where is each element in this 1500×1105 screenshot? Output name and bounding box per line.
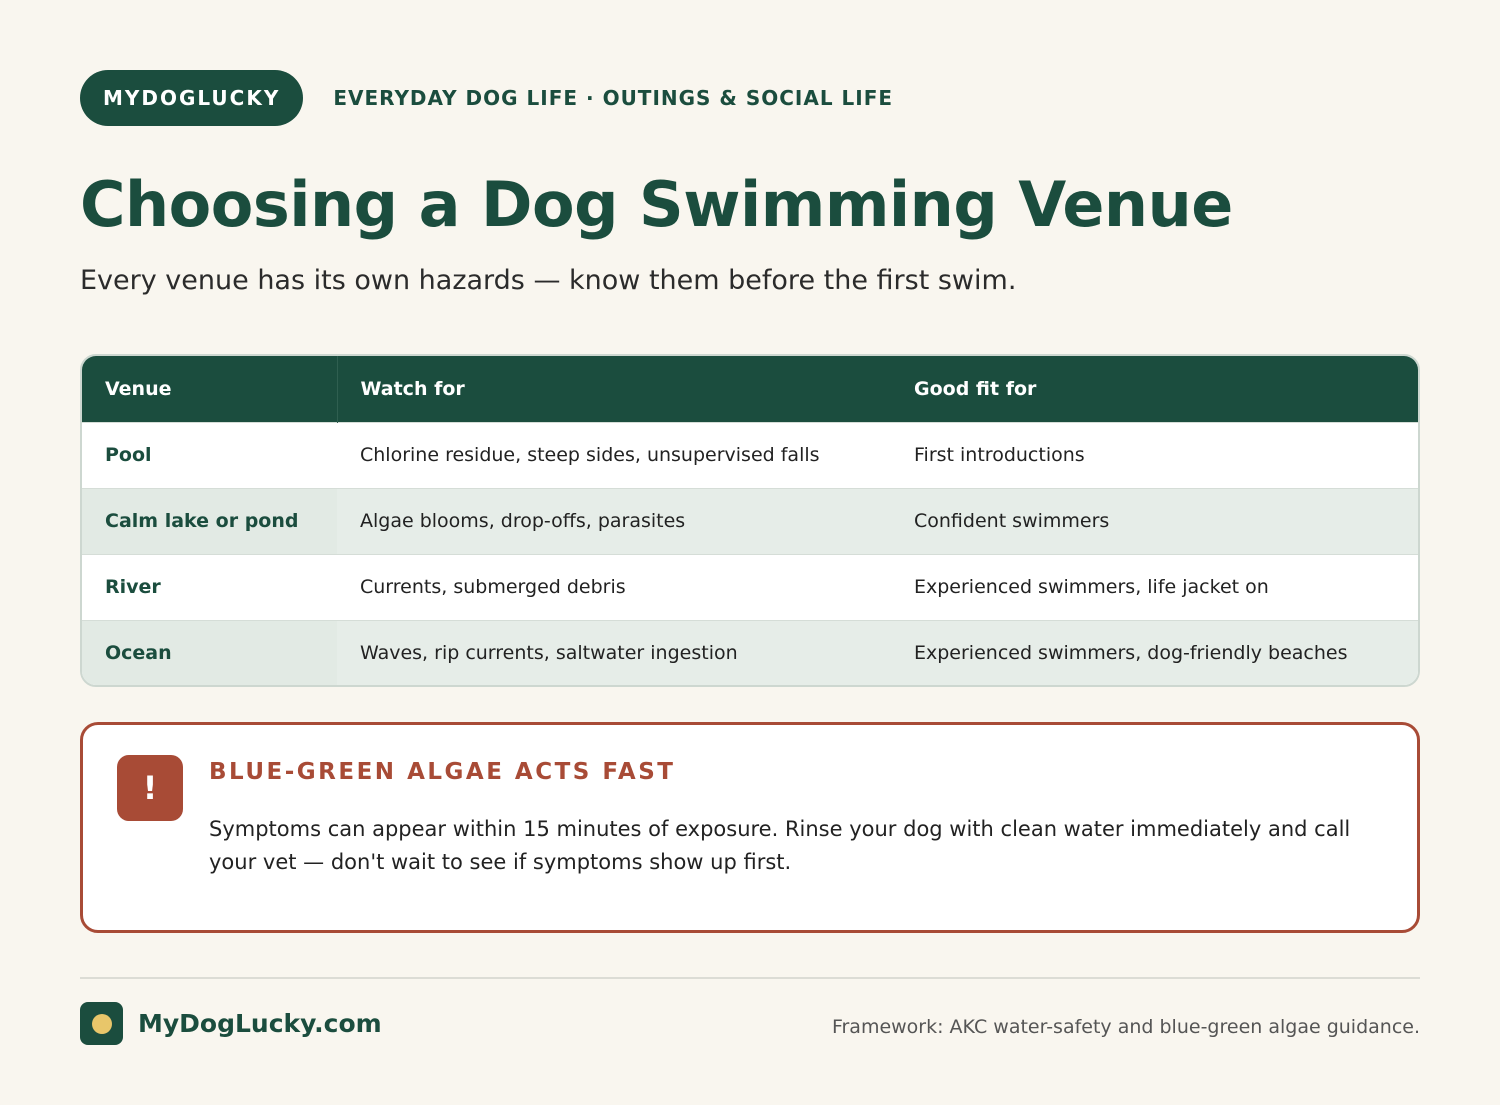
- warning-body: Symptoms can appear within 15 minutes of exposure. Rinse your dog with clean water immediately and call your vet — don't wait to see if symptoms show up first.: [209, 817, 1351, 874]
- footer-divider: [80, 977, 1420, 979]
- watch-for-cell: Chlorine residue, steep sides, unsupervised falls: [360, 444, 820, 466]
- venue-cell: Pool: [82, 422, 337, 488]
- category-label: EVERYDAY DOG LIFE · OUTINGS & SOCIAL LIFE: [333, 86, 894, 110]
- venue-cell: River: [82, 554, 337, 620]
- footer-brand: [80, 1002, 382, 1045]
- column-header-venue: Venue: [82, 356, 337, 422]
- site-name: MyDogLucky.com: [138, 1009, 382, 1038]
- good-fit-cell: First introductions: [914, 444, 1085, 466]
- table-header-row: [82, 356, 1418, 422]
- column-header-watch-for: Watch for: [360, 377, 465, 400]
- table-row: [82, 422, 1418, 488]
- watch-for-cell: Currents, submerged debris: [360, 576, 626, 598]
- watch-for-cell: Algae blooms, drop-offs, parasites: [360, 510, 686, 532]
- watch-for-cell: Waves, rip currents, saltwater ingestion: [360, 642, 738, 665]
- source-note: Framework: AKC water-safety and blue-green algae guidance.: [831, 1016, 1420, 1038]
- exclamation-icon: !: [117, 755, 183, 821]
- table-row: [82, 620, 1418, 686]
- page-title: Choosing a Dog Swimming Venue: [80, 168, 1233, 241]
- page-subtitle: Every venue has its own hazards — know them before the first swim.: [80, 265, 1017, 296]
- venue-table: [80, 354, 1420, 687]
- logo-icon: [80, 1002, 123, 1045]
- warning-title: BLUE-GREEN ALGAE ACTS FAST: [209, 759, 676, 785]
- brand-pill: MYDOGLUCKY: [80, 70, 303, 126]
- venue-cell: Ocean: [82, 620, 337, 686]
- logo-dot: [92, 1014, 112, 1034]
- venue-cell: Calm lake or pond: [82, 488, 337, 554]
- good-fit-cell: Experienced swimmers, life jacket on: [914, 576, 1269, 598]
- good-fit-cell: Confident swimmers: [914, 510, 1110, 532]
- table-row: [82, 554, 1418, 620]
- table-row: [82, 488, 1418, 554]
- header-row: [80, 70, 893, 126]
- good-fit-cell: Experienced swimmers, dog-friendly beaches: [914, 642, 1348, 665]
- column-header-good-fit-for: Good fit for: [914, 377, 1037, 400]
- warning-callout: [80, 722, 1420, 933]
